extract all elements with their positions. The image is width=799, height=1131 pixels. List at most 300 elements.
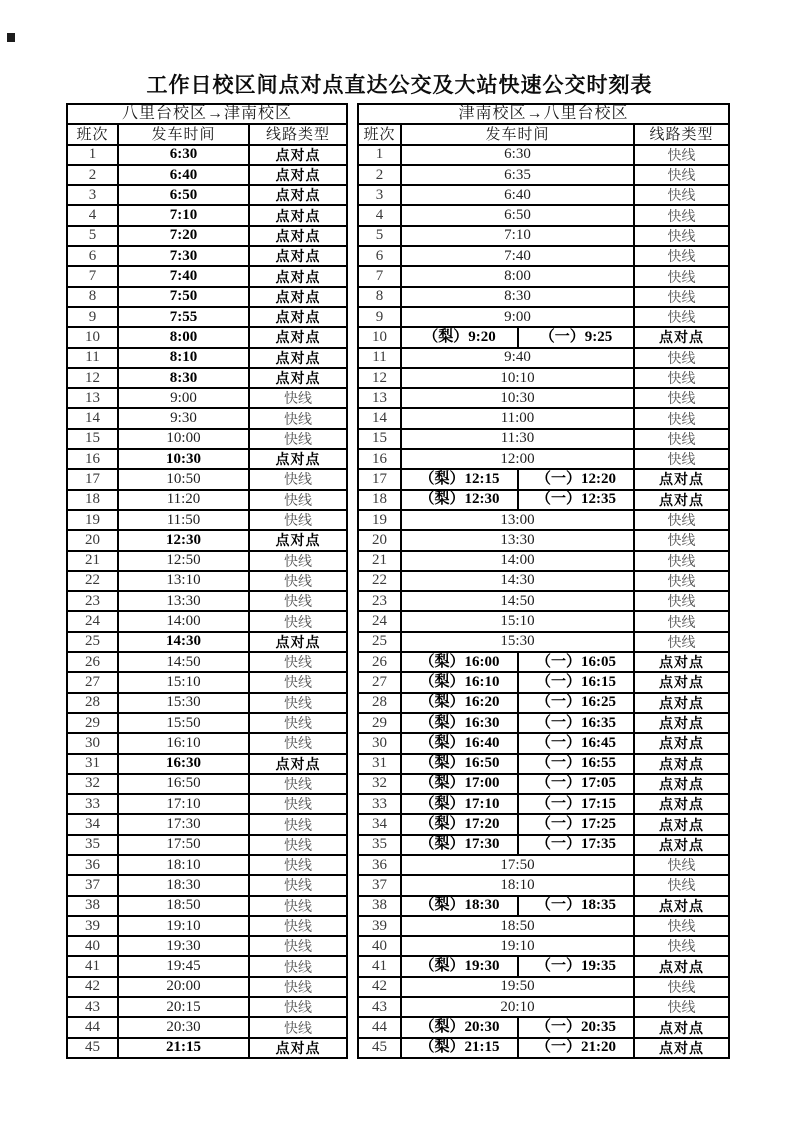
route-type-cell: 快线: [634, 936, 729, 956]
departure-time-cell: 17:10: [118, 794, 249, 814]
trip-number-cell: 36: [67, 855, 118, 875]
table-row: [358, 551, 729, 571]
departure-time-cell: 14:50: [401, 591, 634, 611]
departure-time-cell: 19:45: [118, 956, 249, 976]
timetable-jinnan-to-balitai: [357, 103, 730, 1059]
trip-number-cell: 39: [67, 916, 118, 936]
table-row: [67, 145, 347, 165]
trip-number-cell: 18: [358, 490, 401, 510]
table-row: [67, 246, 347, 266]
route-type-cell: 快线: [634, 368, 729, 388]
table-row: [67, 916, 347, 936]
route-type-cell: 快线: [634, 429, 729, 449]
route-type-cell: 点对点: [634, 652, 729, 672]
route-type-cell: 点对点: [249, 185, 347, 205]
trip-number-cell: 12: [358, 368, 401, 388]
trip-number-cell: 35: [358, 835, 401, 855]
table-row: [358, 936, 729, 956]
departure-time-cell: 12:30: [118, 530, 249, 550]
table-row: [67, 956, 347, 976]
table-row: [358, 896, 729, 916]
trip-number-cell: 33: [67, 794, 118, 814]
departure-time-cell: 9:30: [118, 408, 249, 428]
departure-time-cell: 13:30: [118, 591, 249, 611]
column-header-route-type: 线路类型: [249, 124, 347, 144]
route-type-cell: 快线: [249, 713, 347, 733]
route-type-cell: 点对点: [249, 307, 347, 327]
table-row: [358, 591, 729, 611]
trip-number-cell: 41: [67, 956, 118, 976]
departure-time-cell: 19:50: [401, 977, 634, 997]
departure-time-cell: 7:10: [118, 205, 249, 225]
table-row: [358, 855, 729, 875]
route-type-cell: 快线: [249, 977, 347, 997]
table-row: [67, 875, 347, 895]
trip-number-cell: 7: [67, 266, 118, 286]
trip-number-cell: 27: [358, 672, 401, 692]
trip-number-cell: 39: [358, 916, 401, 936]
route-type-cell: 点对点: [634, 327, 729, 347]
route-type-cell: 快线: [634, 977, 729, 997]
departure-time-yi-cell: （一）16:15: [518, 672, 634, 692]
table-row: [358, 652, 729, 672]
trip-number-cell: 2: [358, 165, 401, 185]
departure-time-cell: 15:50: [118, 713, 249, 733]
trip-number-cell: 2: [67, 165, 118, 185]
table-row: [67, 530, 347, 550]
departure-time-cell: 19:10: [401, 936, 634, 956]
trip-number-cell: 31: [358, 754, 401, 774]
departure-time-li-cell: （梨）17:30: [401, 835, 518, 855]
departure-time-cell: 20:00: [118, 977, 249, 997]
column-header-departure-time: 发车时间: [118, 124, 249, 144]
table-row: [358, 956, 729, 976]
departure-time-cell: 15:30: [118, 693, 249, 713]
route-type-cell: 快线: [249, 875, 347, 895]
route-type-cell: 点对点: [249, 1038, 347, 1058]
table-row: [358, 693, 729, 713]
departure-time-cell: 6:40: [401, 185, 634, 205]
trip-number-cell: 21: [67, 551, 118, 571]
departure-time-cell: 12:50: [118, 551, 249, 571]
table-row: [358, 368, 729, 388]
table-row: [67, 855, 347, 875]
trip-number-cell: 40: [358, 936, 401, 956]
departure-time-cell: 16:10: [118, 733, 249, 753]
departure-time-cell: 8:10: [118, 348, 249, 368]
route-type-cell: 快线: [249, 997, 347, 1017]
table-row: [358, 205, 729, 225]
table-row: [67, 571, 347, 591]
trip-number-cell: 23: [67, 591, 118, 611]
table-row: [358, 266, 729, 286]
route-type-cell: 快线: [634, 307, 729, 327]
route-type-cell: 快线: [634, 205, 729, 225]
departure-time-li-cell: （梨）12:15: [401, 469, 518, 489]
departure-time-yi-cell: （一）20:35: [518, 1017, 634, 1037]
trip-number-cell: 38: [358, 896, 401, 916]
route-type-cell: 快线: [249, 469, 347, 489]
departure-time-cell: 10:00: [118, 429, 249, 449]
column-header-row: [358, 124, 729, 144]
table-row: [67, 348, 347, 368]
trip-number-cell: 21: [358, 551, 401, 571]
table-row: [358, 408, 729, 428]
trip-number-cell: 32: [358, 774, 401, 794]
table-row: [358, 388, 729, 408]
route-type-cell: 点对点: [634, 794, 729, 814]
direction-header-row: [358, 104, 729, 124]
column-header-trip-number: 班次: [67, 124, 118, 144]
trip-number-cell: 30: [358, 733, 401, 753]
departure-time-cell: 14:30: [401, 571, 634, 591]
route-type-cell: 点对点: [634, 1017, 729, 1037]
route-type-cell: 快线: [249, 794, 347, 814]
departure-time-cell: 14:50: [118, 652, 249, 672]
table-row: [67, 652, 347, 672]
departure-time-cell: 19:30: [118, 936, 249, 956]
table-row: [358, 145, 729, 165]
trip-number-cell: 22: [67, 571, 118, 591]
table-row: [358, 449, 729, 469]
table-row: [67, 754, 347, 774]
table-row: [67, 896, 347, 916]
route-type-cell: 点对点: [249, 145, 347, 165]
departure-time-yi-cell: （一）17:05: [518, 774, 634, 794]
trip-number-cell: 22: [358, 571, 401, 591]
departure-time-cell: 8:00: [401, 266, 634, 286]
trip-number-cell: 14: [67, 408, 118, 428]
table-row: [67, 226, 347, 246]
table-row: [358, 287, 729, 307]
route-type-cell: 快线: [249, 591, 347, 611]
route-type-cell: 快线: [249, 936, 347, 956]
departure-time-cell: 13:00: [401, 510, 634, 530]
table-row: [67, 611, 347, 631]
trip-number-cell: 26: [67, 652, 118, 672]
column-header-trip-number: 班次: [358, 124, 401, 144]
trip-number-cell: 26: [358, 652, 401, 672]
table-row: [67, 490, 347, 510]
departure-time-yi-cell: （一）12:35: [518, 490, 634, 510]
departure-time-cell: 14:30: [118, 632, 249, 652]
route-type-cell: 快线: [634, 287, 729, 307]
table-row: [358, 977, 729, 997]
trip-number-cell: 43: [358, 997, 401, 1017]
departure-time-li-cell: （梨）12:30: [401, 490, 518, 510]
departure-time-cell: 17:50: [118, 835, 249, 855]
departure-time-yi-cell: （一）12:20: [518, 469, 634, 489]
departure-time-li-cell: （梨）16:40: [401, 733, 518, 753]
route-type-cell: 快线: [634, 165, 729, 185]
trip-number-cell: 28: [358, 693, 401, 713]
table-row: [67, 835, 347, 855]
route-type-cell: 点对点: [634, 672, 729, 692]
table-row: [67, 165, 347, 185]
route-type-cell: 快线: [249, 551, 347, 571]
departure-time-cell: 18:10: [118, 855, 249, 875]
trip-number-cell: 14: [358, 408, 401, 428]
trip-number-cell: 9: [67, 307, 118, 327]
route-type-cell: 快线: [249, 835, 347, 855]
trip-number-cell: 36: [358, 855, 401, 875]
route-type-cell: 快线: [249, 611, 347, 631]
route-type-cell: 快线: [634, 591, 729, 611]
route-type-cell: 快线: [634, 226, 729, 246]
route-type-cell: 快线: [249, 429, 347, 449]
route-type-cell: 快线: [634, 571, 729, 591]
route-type-cell: 点对点: [634, 713, 729, 733]
departure-time-cell: 6:50: [118, 185, 249, 205]
trip-number-cell: 33: [358, 794, 401, 814]
route-type-cell: 快线: [634, 266, 729, 286]
route-type-cell: 快线: [249, 916, 347, 936]
table-row: [67, 551, 347, 571]
route-type-cell: 点对点: [249, 632, 347, 652]
route-type-cell: 快线: [634, 551, 729, 571]
route-type-cell: 点对点: [249, 266, 347, 286]
route-type-cell: 快线: [249, 733, 347, 753]
trip-number-cell: 42: [67, 977, 118, 997]
table-row: [67, 1038, 347, 1058]
route-type-cell: 快线: [634, 408, 729, 428]
table-row: [358, 875, 729, 895]
route-type-cell: 点对点: [634, 896, 729, 916]
departure-time-cell: 8:00: [118, 327, 249, 347]
departure-time-cell: 7:50: [118, 287, 249, 307]
route-type-cell: 点对点: [634, 814, 729, 834]
table-row: [358, 510, 729, 530]
departure-time-li-cell: （梨）18:30: [401, 896, 518, 916]
departure-time-yi-cell: （一）9:25: [518, 327, 634, 347]
trip-number-cell: 37: [67, 875, 118, 895]
trip-number-cell: 44: [67, 1017, 118, 1037]
departure-time-cell: 21:15: [118, 1038, 249, 1058]
table-row: [67, 1017, 347, 1037]
table-row: [358, 611, 729, 631]
departure-time-cell: 6:30: [118, 145, 249, 165]
trip-number-cell: 35: [67, 835, 118, 855]
departure-time-yi-cell: （一）17:25: [518, 814, 634, 834]
route-type-cell: 快线: [249, 774, 347, 794]
departure-time-li-cell: （梨）17:10: [401, 794, 518, 814]
trip-number-cell: 3: [358, 185, 401, 205]
route-type-cell: 点对点: [249, 287, 347, 307]
route-type-cell: 快线: [634, 510, 729, 530]
trip-number-cell: 40: [67, 936, 118, 956]
table-row: [358, 774, 729, 794]
departure-time-cell: 8:30: [401, 287, 634, 307]
table-row: [67, 368, 347, 388]
departure-time-cell: 10:30: [401, 388, 634, 408]
departure-time-li-cell: （梨）16:10: [401, 672, 518, 692]
departure-time-cell: 9:00: [401, 307, 634, 327]
trip-number-cell: 41: [358, 956, 401, 976]
table-row: [67, 814, 347, 834]
departure-time-yi-cell: （一）19:35: [518, 956, 634, 976]
departure-time-cell: 6:50: [401, 205, 634, 225]
departure-time-cell: 11:30: [401, 429, 634, 449]
trip-number-cell: 3: [67, 185, 118, 205]
route-type-cell: 点对点: [249, 226, 347, 246]
route-type-cell: 快线: [634, 145, 729, 165]
departure-time-li-cell: （梨）17:20: [401, 814, 518, 834]
trip-number-cell: 17: [358, 469, 401, 489]
table-row: [67, 733, 347, 753]
table-row: [358, 327, 729, 347]
trip-number-cell: 10: [67, 327, 118, 347]
route-type-cell: 点对点: [249, 327, 347, 347]
departure-time-cell: 7:30: [118, 246, 249, 266]
trip-number-cell: 6: [67, 246, 118, 266]
table-row: [358, 530, 729, 550]
table-row: [358, 794, 729, 814]
route-type-cell: 点对点: [634, 774, 729, 794]
trip-number-cell: 32: [67, 774, 118, 794]
trip-number-cell: 29: [358, 713, 401, 733]
departure-time-li-cell: （梨）19:30: [401, 956, 518, 976]
departure-time-cell: 19:10: [118, 916, 249, 936]
trip-number-cell: 43: [67, 997, 118, 1017]
departure-time-cell: 6:35: [401, 165, 634, 185]
route-type-cell: 快线: [249, 510, 347, 530]
departure-time-cell: 6:30: [401, 145, 634, 165]
departure-time-yi-cell: （一）16:05: [518, 652, 634, 672]
route-type-cell: 快线: [634, 997, 729, 1017]
departure-time-yi-cell: （一）21:20: [518, 1038, 634, 1058]
timetable-balitai-to-jinnan: [66, 103, 348, 1059]
table-row: [67, 774, 347, 794]
route-type-cell: 快线: [249, 814, 347, 834]
direction-header-row: [67, 104, 347, 124]
trip-number-cell: 11: [67, 348, 118, 368]
trip-number-cell: 8: [67, 287, 118, 307]
route-type-cell: 点对点: [249, 246, 347, 266]
table-row: [67, 429, 347, 449]
route-type-cell: 快线: [634, 632, 729, 652]
departure-time-cell: 10:50: [118, 469, 249, 489]
departure-time-yi-cell: （一）16:45: [518, 733, 634, 753]
departure-time-li-cell: （梨）9:20: [401, 327, 518, 347]
departure-time-cell: 10:30: [118, 449, 249, 469]
departure-time-li-cell: （梨）16:20: [401, 693, 518, 713]
trip-number-cell: 28: [67, 693, 118, 713]
table-row: [67, 266, 347, 286]
departure-time-cell: 16:50: [118, 774, 249, 794]
trip-number-cell: 34: [67, 814, 118, 834]
trip-number-cell: 10: [358, 327, 401, 347]
route-type-cell: 点对点: [249, 754, 347, 774]
trip-number-cell: 9: [358, 307, 401, 327]
route-type-cell: 点对点: [249, 165, 347, 185]
route-type-cell: 快线: [249, 1017, 347, 1037]
route-type-cell: 快线: [249, 571, 347, 591]
route-type-cell: 快线: [249, 388, 347, 408]
trip-number-cell: 27: [67, 672, 118, 692]
table-row: [358, 632, 729, 652]
route-type-cell: 点对点: [249, 368, 347, 388]
table-row: [358, 733, 729, 753]
departure-time-cell: 20:10: [401, 997, 634, 1017]
trip-number-cell: 20: [358, 530, 401, 550]
departure-time-cell: 18:30: [118, 875, 249, 895]
route-type-cell: 快线: [249, 408, 347, 428]
route-type-cell: 点对点: [634, 835, 729, 855]
route-type-cell: 点对点: [634, 469, 729, 489]
route-type-cell: 点对点: [634, 1038, 729, 1058]
departure-time-cell: 13:30: [401, 530, 634, 550]
departure-time-yi-cell: （一）17:35: [518, 835, 634, 855]
trip-number-cell: 5: [358, 226, 401, 246]
route-type-cell: 快线: [249, 652, 347, 672]
table-row: [358, 997, 729, 1017]
departure-time-li-cell: （梨）17:00: [401, 774, 518, 794]
table-row: [67, 510, 347, 530]
trip-number-cell: 4: [358, 205, 401, 225]
table-row: [358, 1017, 729, 1037]
route-type-cell: 快线: [634, 185, 729, 205]
trip-number-cell: 25: [67, 632, 118, 652]
column-header-departure-time: 发车时间: [401, 124, 634, 144]
route-type-cell: 点对点: [249, 449, 347, 469]
departure-time-yi-cell: （一）16:25: [518, 693, 634, 713]
trip-number-cell: 37: [358, 875, 401, 895]
trip-number-cell: 7: [358, 266, 401, 286]
trip-number-cell: 25: [358, 632, 401, 652]
departure-time-cell: 16:30: [118, 754, 249, 774]
table-row: [67, 713, 347, 733]
departure-time-cell: 15:10: [401, 611, 634, 631]
route-type-cell: 快线: [634, 530, 729, 550]
route-type-cell: 快线: [634, 388, 729, 408]
departure-time-li-cell: （梨）16:50: [401, 754, 518, 774]
table-row: [358, 713, 729, 733]
departure-time-cell: 7:10: [401, 226, 634, 246]
trip-number-cell: 45: [358, 1038, 401, 1058]
route-type-cell: 快线: [249, 855, 347, 875]
table-row: [358, 469, 729, 489]
route-type-cell: 快线: [634, 348, 729, 368]
trip-number-cell: 15: [67, 429, 118, 449]
table-row: [67, 185, 347, 205]
trip-number-cell: 16: [358, 449, 401, 469]
route-type-cell: 点对点: [634, 693, 729, 713]
departure-time-yi-cell: （一）18:35: [518, 896, 634, 916]
departure-time-cell: 7:20: [118, 226, 249, 246]
departure-time-cell: 18:10: [401, 875, 634, 895]
table-row: [358, 916, 729, 936]
table-row: [358, 429, 729, 449]
departure-time-cell: 7:55: [118, 307, 249, 327]
departure-time-cell: 11:00: [401, 408, 634, 428]
departure-time-yi-cell: （一）16:35: [518, 713, 634, 733]
departure-time-cell: 9:00: [118, 388, 249, 408]
table-row: [67, 469, 347, 489]
departure-time-cell: 14:00: [401, 551, 634, 571]
table-row: [67, 794, 347, 814]
scan-artifact-speck: [7, 33, 15, 42]
table-row: [67, 327, 347, 347]
trip-number-cell: 29: [67, 713, 118, 733]
trip-number-cell: 5: [67, 226, 118, 246]
departure-time-cell: 8:30: [118, 368, 249, 388]
route-type-cell: 点对点: [634, 733, 729, 753]
trip-number-cell: 24: [67, 611, 118, 631]
route-type-cell: 点对点: [634, 490, 729, 510]
route-type-cell: 快线: [249, 896, 347, 916]
table-row: [358, 490, 729, 510]
departure-time-cell: 18:50: [401, 916, 634, 936]
